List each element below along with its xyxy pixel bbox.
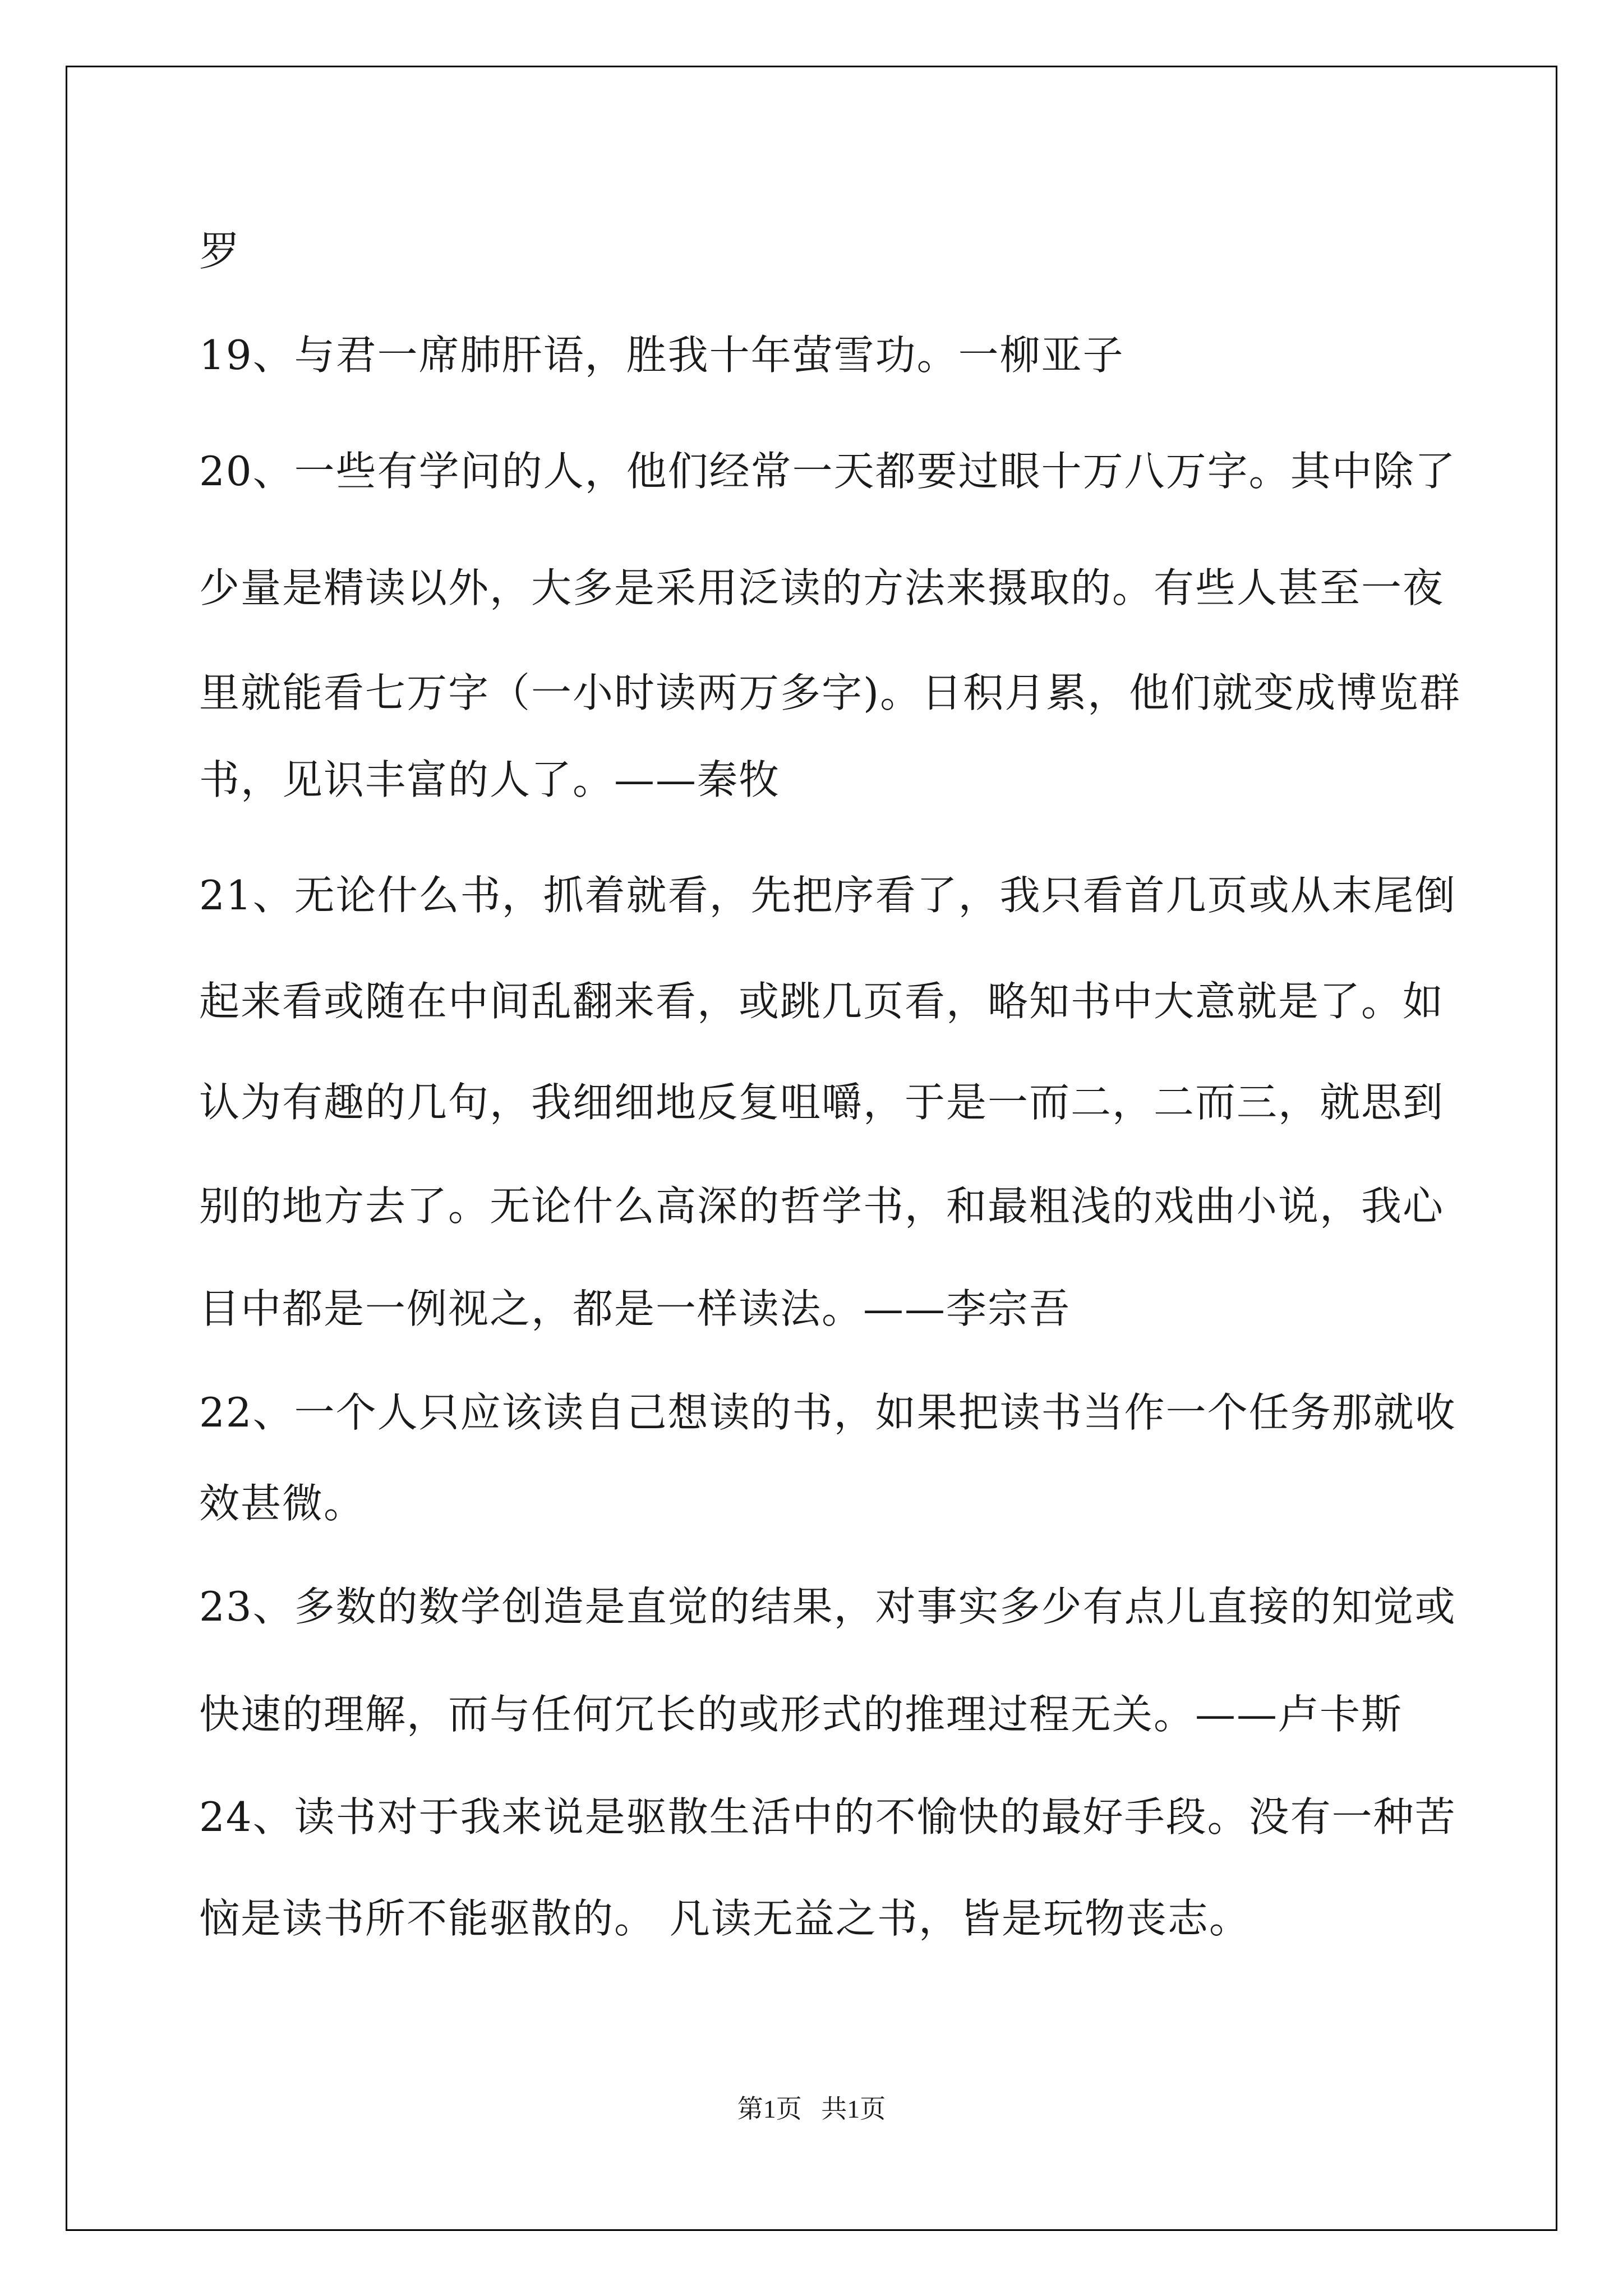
text-line: 24、读书对于我来说是驱散生活中的不愉快的最好手段。没有一种苦 bbox=[199, 1793, 1456, 1841]
text-line: 效甚微。 bbox=[199, 1480, 366, 1527]
text-line: 少量是精读以外，大多是采用泛读的方法来摄取的。有些人甚至一夜 bbox=[199, 564, 1445, 611]
text-line: 恼是读书所不能驱散的。 凡读无益之书，皆是玩物丧志。 bbox=[199, 1895, 1251, 1942]
text-line: 21、无论什么书，抓着就看，先把序看了，我只看首几页或从末尾倒 bbox=[199, 872, 1456, 919]
text-line: 认为有趣的几句，我细细地反复咀嚼，于是一而二，二而三，就思到 bbox=[199, 1079, 1445, 1126]
text-line: 目中都是一例视之，都是一样读法。——李宗吾 bbox=[199, 1285, 1071, 1332]
text-line: 19、与君一席肺肝语，胜我十年萤雪功。一柳亚子 bbox=[199, 332, 1124, 379]
text-line: 里就能看七万字（一小时读两万多字)。日积月累，他们就变成博览群 bbox=[199, 669, 1461, 716]
text-line: 书，见识丰富的人了。——秦牧 bbox=[199, 756, 781, 803]
text-line: 22、一个人只应该读自己想读的书，如果把读书当作一个任务那就收 bbox=[199, 1389, 1456, 1436]
text-line: 起来看或随在中间乱翻来看，或跳几页看，略知书中大意就是了。如 bbox=[199, 978, 1445, 1025]
text-line: 23、多数的数学创造是直觉的结果，对事实多少有点儿直接的知觉或 bbox=[199, 1583, 1456, 1630]
text-line: 20、一些有学问的人，他们经常一天都要过眼十万八万字。其中除了 bbox=[199, 448, 1456, 495]
text-line: 别的地方去了。无论什么高深的哲学书，和最粗浅的戏曲小说，我心 bbox=[199, 1182, 1445, 1230]
text-line: 罗 bbox=[199, 228, 241, 275]
text-line: 快速的理解，而与任何冗长的或形式的推理过程无关。——卢卡斯 bbox=[199, 1691, 1403, 1738]
page-number-footer: 第1页 共1页 bbox=[737, 2095, 886, 2123]
